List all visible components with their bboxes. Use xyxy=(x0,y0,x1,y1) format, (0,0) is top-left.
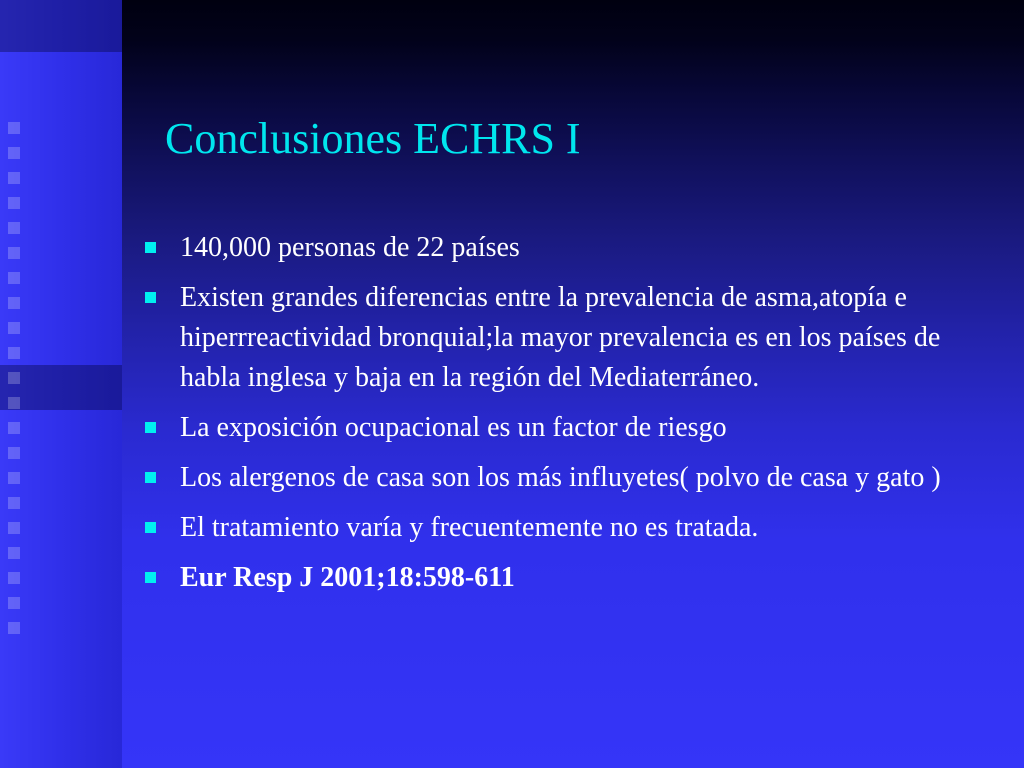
square-bullet-icon xyxy=(145,242,156,253)
bullet-text: El tratamiento varía y frecuentemente no es tratada. xyxy=(180,512,759,543)
decorative-square xyxy=(8,297,20,309)
square-bullet-icon xyxy=(145,292,156,303)
decorative-square xyxy=(8,422,20,434)
citation-text: Eur Resp J 2001;18:598-611 xyxy=(180,562,515,593)
bullet-text: Los alergenos de casa son los más influyetes( polvo de casa y gato ) xyxy=(180,462,941,493)
bullet-text: Existen grandes diferencias entre la prevalencia de asma,atopía e hiperrreactividad bronquial;la mayor prevalencia es en los países de habla inglesa y baja en la región del Mediaterráneo. xyxy=(180,282,941,393)
decorative-square xyxy=(8,122,20,134)
bullet-text: La exposición ocupacional es un factor de riesgo xyxy=(180,412,727,443)
decorative-squares xyxy=(8,122,28,647)
decorative-square xyxy=(8,322,20,334)
decorative-square xyxy=(8,622,20,634)
decorative-square xyxy=(8,197,20,209)
bullet-list xyxy=(140,228,970,608)
bullet-item xyxy=(140,408,970,448)
bullet-item xyxy=(140,458,970,498)
decorative-square xyxy=(8,547,20,559)
left-decorative-bar xyxy=(0,0,122,768)
decorative-square xyxy=(8,222,20,234)
bullet-item xyxy=(140,558,970,598)
decorative-square xyxy=(8,247,20,259)
square-bullet-icon xyxy=(145,572,156,583)
square-bullet-icon xyxy=(145,422,156,433)
bullet-item xyxy=(140,228,970,268)
decorative-square xyxy=(8,472,20,484)
bullet-item xyxy=(140,278,970,398)
square-bullet-icon xyxy=(145,472,156,483)
decorative-square xyxy=(8,397,20,409)
decorative-square xyxy=(8,522,20,534)
decorative-square xyxy=(8,372,20,384)
square-bullet-icon xyxy=(145,522,156,533)
decorative-square xyxy=(8,447,20,459)
decorative-square xyxy=(8,272,20,284)
bullet-text: 140,000 personas de 22 países xyxy=(180,232,520,263)
decorative-square xyxy=(8,497,20,509)
decorative-square xyxy=(8,347,20,359)
decorative-square xyxy=(8,172,20,184)
decorative-band xyxy=(0,0,122,52)
decorative-square xyxy=(8,597,20,609)
bullet-item xyxy=(140,508,970,548)
decorative-square xyxy=(8,147,20,159)
decorative-square xyxy=(8,572,20,584)
slide-title: Conclusiones ECHRS I xyxy=(165,114,581,163)
